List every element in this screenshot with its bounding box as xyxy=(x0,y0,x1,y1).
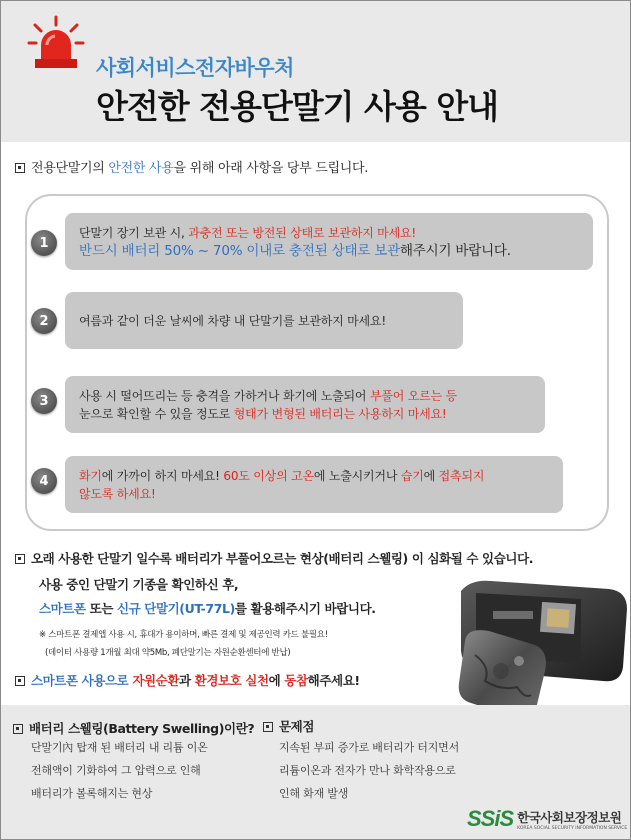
square-bullet-icon xyxy=(15,163,25,173)
swelling-check: 사용 중인 단말기 기종을 확인하신 후, xyxy=(39,577,239,592)
description-line: 리튬이온과 전자가 만나 화학작용으로 xyxy=(279,764,456,777)
tip-number-3: 3 xyxy=(31,388,57,414)
problem-title-text: 문제점 xyxy=(279,719,315,734)
tip-1-text-end: 해주시기 바랍니다. xyxy=(399,242,511,259)
recommend-text: 를 활용해주시기 바랍니다. xyxy=(234,601,376,616)
ssis-logo xyxy=(467,806,627,832)
square-bullet-icon xyxy=(13,724,23,734)
org-name-en: KOREA SOCIAL SECURITY INFORMATION SERVICE xyxy=(517,825,628,831)
tip-1-text: 단말기 장기 보관 시, xyxy=(79,225,189,240)
tip-number-2: 2 xyxy=(31,308,57,334)
tip-1-warning: 과충전 또는 방전된 상태로 보관하지 마세요! xyxy=(188,225,416,240)
intro-text xyxy=(15,157,368,176)
or-text: 또는 xyxy=(85,601,117,616)
tip-number-4: 4 xyxy=(31,468,57,494)
intro-highlight: 안전한 사용 xyxy=(108,161,174,176)
logo-mark-text: SSiS xyxy=(467,806,514,831)
page-title: 안전한 전용단말기 사용 안내 xyxy=(96,87,499,126)
header-banner xyxy=(1,1,630,142)
description-line: 단말기內 탑재 된 배터리 내 리튬 이온 xyxy=(31,741,208,754)
problem-description xyxy=(279,736,459,805)
eco-text: 과 xyxy=(179,673,195,688)
tip-4-heat: 60도 이상의 고온 xyxy=(223,468,314,483)
swelling-text: 오래 사용한 단말기 일수록 배터리가 부풀어오르는 현상(배터리 스웰링) 이 심화될 수 있습니다. xyxy=(31,551,534,566)
description-line: 배터리가 볼록해지는 현상 xyxy=(31,787,153,800)
tip-2 xyxy=(65,292,463,349)
tip-4-moisture: 습기 xyxy=(400,468,424,483)
eco-environment: 환경보호 실천 xyxy=(194,673,269,688)
logo-text xyxy=(517,808,627,831)
siren-icon xyxy=(27,15,85,75)
tip-3 xyxy=(65,376,545,433)
tip-4-text-2: 에 노출시키거나 xyxy=(313,468,401,483)
battery-swelling-title-text: 배터리 스웰링(Battery Swelling)이란? xyxy=(29,721,255,736)
tip-3-warning-2: 형태가 변형된 배터리는 사용하지 마세요! xyxy=(233,406,447,421)
battery-swelling-description xyxy=(31,736,208,805)
tip-4 xyxy=(65,456,563,513)
tip-4-contact-2: 않도록 하세요! xyxy=(79,486,156,501)
tip-4-contact: 접촉되지 xyxy=(438,468,485,483)
tip-3-text-2: 눈으로 확인할 수 있을 정도로 xyxy=(79,406,234,421)
tip-number-1: 1 xyxy=(31,230,57,256)
swelling-notice xyxy=(15,549,533,567)
tip-3-warning: 부풀어 오르는 등 xyxy=(369,388,457,403)
eco-recycle: 자원순환 xyxy=(132,673,180,688)
eco-text-2: 에 xyxy=(268,673,285,688)
square-bullet-icon xyxy=(263,722,273,732)
ssis-logo-mark xyxy=(467,806,513,832)
new-device-label: 신규 단말기(UT-77L) xyxy=(116,601,235,616)
swollen-battery-phone-image xyxy=(431,571,631,721)
tip-3-text: 사용 시 떨어뜨리는 등 충격을 가하거나 화기에 노출되어 xyxy=(79,388,370,403)
description-line: 인해 화재 발생 xyxy=(279,787,349,800)
eco-message xyxy=(15,671,360,689)
smartphone-note: ※ 스마트폰 결제앱 사용 시, 휴대가 용이하며, 빠른 결제 및 제공인력 카드 불필요! xyxy=(39,630,328,640)
tip-1 xyxy=(65,213,593,270)
eco-smartphone: 스마트폰 사용으로 xyxy=(31,673,133,688)
problem-title xyxy=(263,717,314,735)
square-bullet-icon xyxy=(15,554,25,564)
description-line: 전해액이 기화하여 그 압력으로 인해 xyxy=(31,764,201,777)
tip-1-charge-guide: 반드시 배터리 50% ~ 70% 이내로 충전된 상태로 보관 xyxy=(79,242,400,259)
tip-4-text-3: 에 xyxy=(423,468,439,483)
tip-4-fire: 화기 xyxy=(79,468,102,483)
swelling-recommend xyxy=(39,599,376,617)
battery-swelling-title xyxy=(13,719,254,737)
org-name-ko: 한국사회보장정보원 xyxy=(517,809,622,825)
tip-4-text: 에 가까이 하지 마세요! xyxy=(101,468,224,483)
intro-post: 을 위해 아래 사항을 당부 드립니다. xyxy=(173,161,369,176)
square-bullet-icon xyxy=(15,676,25,686)
data-usage-note: (데이터 사용량 1개월 최대 약5Mb, 폐단말기는 자원순환센터에 반납) xyxy=(45,648,291,658)
tip-2-text: 여름과 같이 더운 날씨에 차량 내 단말기를 보관하지 마세요! xyxy=(79,313,386,328)
subtitle: 사회서비스전자바우처 xyxy=(96,56,294,80)
eco-text-3: 해주세요! xyxy=(307,673,360,688)
intro-pre: 전용단말기의 xyxy=(31,161,109,176)
description-line: 지속된 부피 증가로 배터리가 터지면서 xyxy=(279,741,460,754)
eco-join: 동참 xyxy=(284,673,308,688)
smartphone-label: 스마트폰 xyxy=(39,601,86,616)
